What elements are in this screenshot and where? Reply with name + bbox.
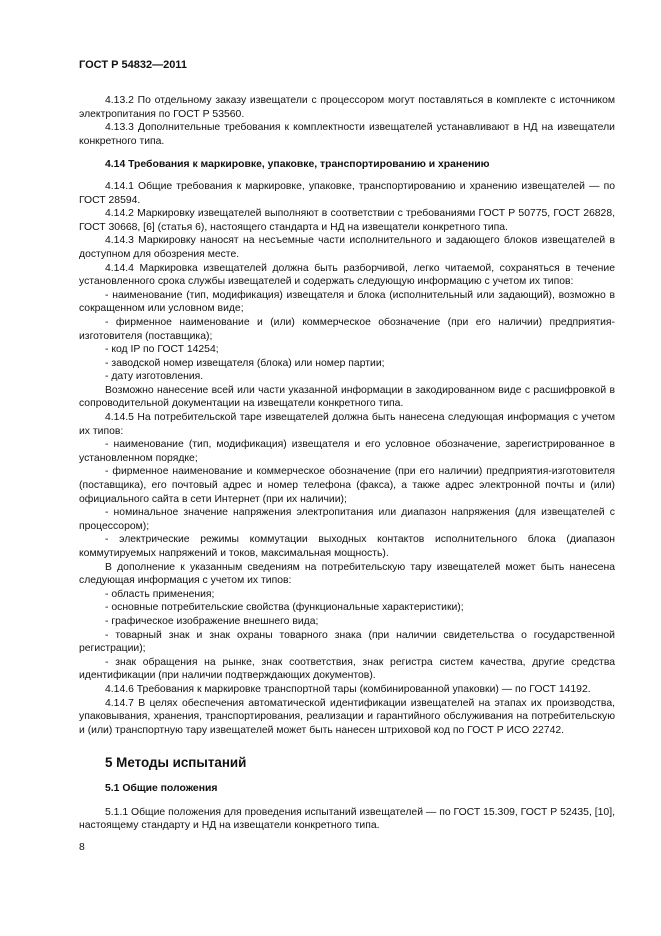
list-item: - наименование (тип, модификация) извещателя и его условное обозначение, зарегистрированное в установленном порядке; bbox=[79, 439, 615, 464]
paragraph-4-13-3: 4.13.3 Дополнительные требования к комплектности извещателей устанавливают в НД на извещатели конкретного типа. bbox=[79, 122, 615, 147]
list-item: - заводской номер извещателя (блока) или номер партии; bbox=[105, 357, 385, 369]
list-item: - дату изготовления. bbox=[105, 371, 204, 383]
list-item: - область применения; bbox=[105, 588, 215, 600]
paragraph-4-13-2: 4.13.2 По отдельному заказу извещатели с процессором могут поставляться в комплекте с источником электропитания по ГОСТ Р 53560. bbox=[79, 95, 615, 120]
list-item: - код IP по ГОСТ 14254; bbox=[105, 344, 219, 356]
standard-code-header: ГОСТ Р 54832—2011 bbox=[79, 59, 187, 71]
paragraph-4-14-2: 4.14.2 Маркировку извещателей выполняют в соответствии с требованиями ГОСТ Р 50775, ГОСТ 26828, ГОСТ 30668, [6] (статья 6), настоящего стандарта и НД на извещатели конкретного типа. bbox=[79, 208, 615, 233]
page-number: 8 bbox=[79, 842, 85, 853]
list-item: - основные потребительские свойства (функциональные характеристики); bbox=[105, 602, 464, 614]
section-4-14-title: 4.14 Требования к маркировке, упаковке, транспортированию и хранению bbox=[105, 159, 490, 171]
list-item: - знак обращения на рынке, знак соответствия, знак регистра систем качества, другие средства идентификации (при наличии подтверждающих документов). bbox=[79, 656, 615, 682]
paragraph-4-14-5-note: В дополнение к указанным сведениям на потребительскую тару извещателей может быть нанесена следующая информация с учетом их типов: bbox=[79, 561, 615, 587]
list-item: - электрические режимы коммутации выходных контактов исполнительного блока (диапазон коммутируемых напряжений и токов, максимальная мощность). bbox=[79, 534, 615, 559]
list-item: - фирменное наименование и (или) коммерческое обозначение (при его наличии) предприятия-изготовителя (поставщика); bbox=[79, 316, 615, 342]
paragraph-4-14-3: 4.14.3 Маркировку наносят на несъемные части исполнительного и задающего блоков извещателей в доступном для обозрения месте. bbox=[79, 235, 615, 260]
list-item: - графическое изображение внешнего вида; bbox=[105, 615, 319, 627]
paragraph-4-14-5: 4.14.5 На потребительской таре извещателей должна быть нанесена следующая информация с учетом их типов: bbox=[79, 412, 615, 437]
paragraph-4-14-6: 4.14.6 Требования к маркировке транспортной тары (комбинированной упаковки) — по ГОСТ 14192. bbox=[105, 683, 591, 695]
page-content bbox=[79, 94, 615, 833]
list-item: - фирменное наименование и коммерческое обозначение (при его наличии) предприятия-изготовителя (поставщика), его почтовый адрес и номер телефона (факса), а также адрес электронной почты и (или) официального сайта в сети Интернет (при их наличии); bbox=[79, 466, 615, 505]
section-5-title: 5 Методы испытаний bbox=[105, 755, 247, 771]
paragraph-5-1-1: 5.1.1 Общие положения для проведения испытаний извещателей — по ГОСТ 15.309, ГОСТ Р 52435, [10], настоящему стандарту и НД на извещатели конкретного типа. bbox=[79, 806, 615, 832]
section-5-1-title: 5.1 Общие положения bbox=[105, 782, 218, 794]
paragraph-4-14-7: 4.14.7 В целях обеспечения автоматической идентификации извещателей на этапах их производства, упаковывания, хранения, транспортирования, реализации и гарантийного обслуживания на потребительскую и (или) транспортную тару извещателей может быть нанесен штриховой код по ГОСТ Р ИСО 22742. bbox=[79, 697, 615, 736]
list-item: - номинальное значение напряжения электропитания или диапазон напряжения (для извещателей с процессором); bbox=[79, 507, 615, 532]
paragraph-4-14-4: 4.14.4 Маркировка извещателей должна быть разборчивой, легко читаемой, сохраняться в течение установленного срока службы извещателей и содержать следующую информацию с учетом их типов: bbox=[79, 262, 615, 288]
list-item: - наименование (тип, модификация) извещателя и блока (исполнительный или задающий), возможно в сокращенном или условном виде; bbox=[79, 289, 615, 315]
paragraph-4-14-1: 4.14.1 Общие требования к маркировке, упаковке, транспортированию и хранению извещателей — по ГОСТ 28594. bbox=[79, 180, 615, 206]
list-item: - товарный знак и знак охраны товарного знака (при наличии свидетельства о государственной регистрации); bbox=[79, 629, 615, 655]
paragraph-4-14-4-note: Возможно нанесение всей или части указанной информации в закодированном виде с расшифровкой в сопроводительной документации на извещатели конкретного типа. bbox=[79, 384, 615, 410]
